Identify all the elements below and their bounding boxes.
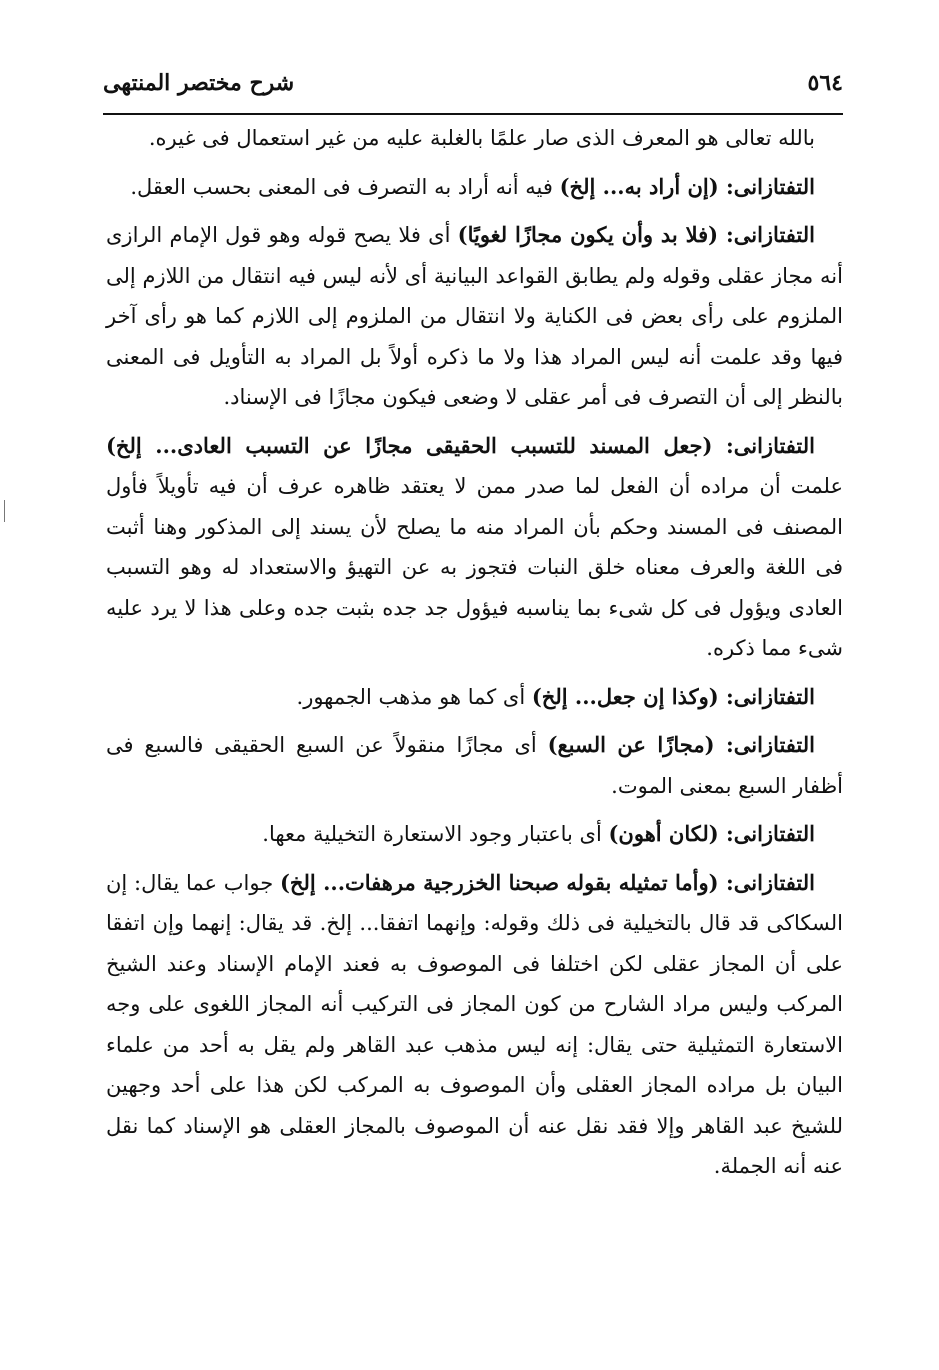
paragraph-text: فيه أنه أراد به التصرف فى المعنى بحسب العقل.	[130, 174, 560, 199]
scan-edge-mark	[4, 500, 5, 522]
quoted-phrase: (إن أراد به... إلخ)	[559, 173, 719, 199]
paragraph-1	[106, 118, 843, 159]
paragraph-2	[106, 167, 843, 208]
quoted-phrase: (لكان أهون)	[608, 821, 719, 846]
paragraph-6	[106, 725, 843, 806]
speaker-label: التفتازانى:	[718, 683, 815, 709]
body-text	[106, 118, 843, 1187]
speaker-label: التفتازانى:	[712, 432, 815, 458]
header-rule	[103, 113, 843, 115]
paragraph-text: جواب عما يقال: إن السكاكى قد قال بالتخيلية فى ذلك وقوله: وإنهما اتفقا... إلخ. قد يقال: إنهما وإن اتفقا على أن المجاز عقلى لكن اختلفا فى الموصوف به فعند الإمام الإسناد وعند الشيخ المركب وليس مراد الشارح من كون المجاز فى التركيب أنه المجاز اللغوى على وجه الاستعارة التمثيلية حتى يقال: إنه ليس مذهب عبد القاهر ولم يقل به أحد من علماء البيان بل مراده المجاز العقلى وأن الموصوف به المركب لكن هذا على أحد وجهين للشيخ عبد القاهر وإلا فقد نقل عنه أن الموصوف بالمجاز العقلى هو الإسناد كما نقل عنه أنه الجملة.	[106, 870, 843, 1178]
quoted-phrase: (فلا بد وأن يكون مجازًا لغويًا)	[457, 222, 719, 247]
speaker-label: التفتازانى:	[718, 173, 815, 199]
speaker-label: التفتازانى:	[718, 821, 815, 846]
running-title: شرح مختصر المنتهى	[103, 70, 295, 96]
quoted-phrase: (وأما تمثيله بقوله صبحنا الخزرجية مرهفات... إلخ)	[279, 869, 719, 895]
speaker-label: التفتازانى:	[718, 222, 815, 247]
quoted-phrase: (جعل المسند للتسبب الحقيقى مجازًا عن التسبب العادى... إلخ)	[106, 432, 713, 458]
paragraph-4	[106, 426, 843, 669]
paragraph-text: أى كما هو مذهب الجمهور.	[296, 684, 532, 709]
page-number: ٥٦٤	[807, 70, 843, 96]
paragraph-text: أى مجازًا منقولاً عن السبع الحقيقى فالسبع فى أظفار السبع بمعنى الموت.	[106, 733, 843, 798]
paragraph-5	[106, 677, 843, 718]
paragraph-7	[106, 814, 843, 855]
paragraph-3	[106, 215, 843, 418]
paragraph-text: بالله تعالى هو المعرف الذى صار علمًا بالغلبة عليه من غير استعمال فى غيره.	[148, 126, 815, 150]
paragraph-text: أى فلا يصح قوله وهو قول الإمام الرازى أنه مجاز عقلى وقوله ولم يطابق القواعد البيانية أى لأنه ليس فيه انتقال من اللازم إلى الملزوم على رأى بعض فى الكناية ولا انتقال من الملزوم إلى اللازم كما هو رأى آخر فيها وقد علمت أنه ليس المراد هذا ولا ما ذكره أولاً بل المراد به التأويل فى المعنى بالنظر إلى أن التصرف فى أمر عقلى لا وضعى فيكون مجازًا فى الإسناد.	[106, 223, 843, 409]
quoted-phrase: (مجازًا عن السبع)	[547, 732, 715, 757]
paragraph-8	[106, 863, 843, 1187]
paragraph-text: أى باعتبار وجود الاستعارة التخيلية معها.	[262, 822, 609, 846]
speaker-label: التفتازانى:	[714, 732, 815, 757]
quoted-phrase: (وكذا إن جعل... إلخ)	[531, 683, 719, 709]
speaker-label: التفتازانى:	[718, 869, 815, 895]
paragraph-text: علمت أن مراده أن الفعل لما صدر ممن لا يعتقد ظاهره عرف أن فيه تأويلاً فأول المصنف فى المسند وحكم بأن المراد منه ما يصلح لأن يسند إلى المذكور وهنا أثبت فى اللغة والعرف معناه خلق النبات فتجوز به عن التهيؤ والاستعداد له وهو التسبب العادى ويؤول فى كل شىء بما يناسبه فيؤول جد جده بثبت جده وعلى هذا لا يرد عليه شىء مما ذكره.	[106, 474, 843, 660]
page-header	[103, 66, 843, 106]
